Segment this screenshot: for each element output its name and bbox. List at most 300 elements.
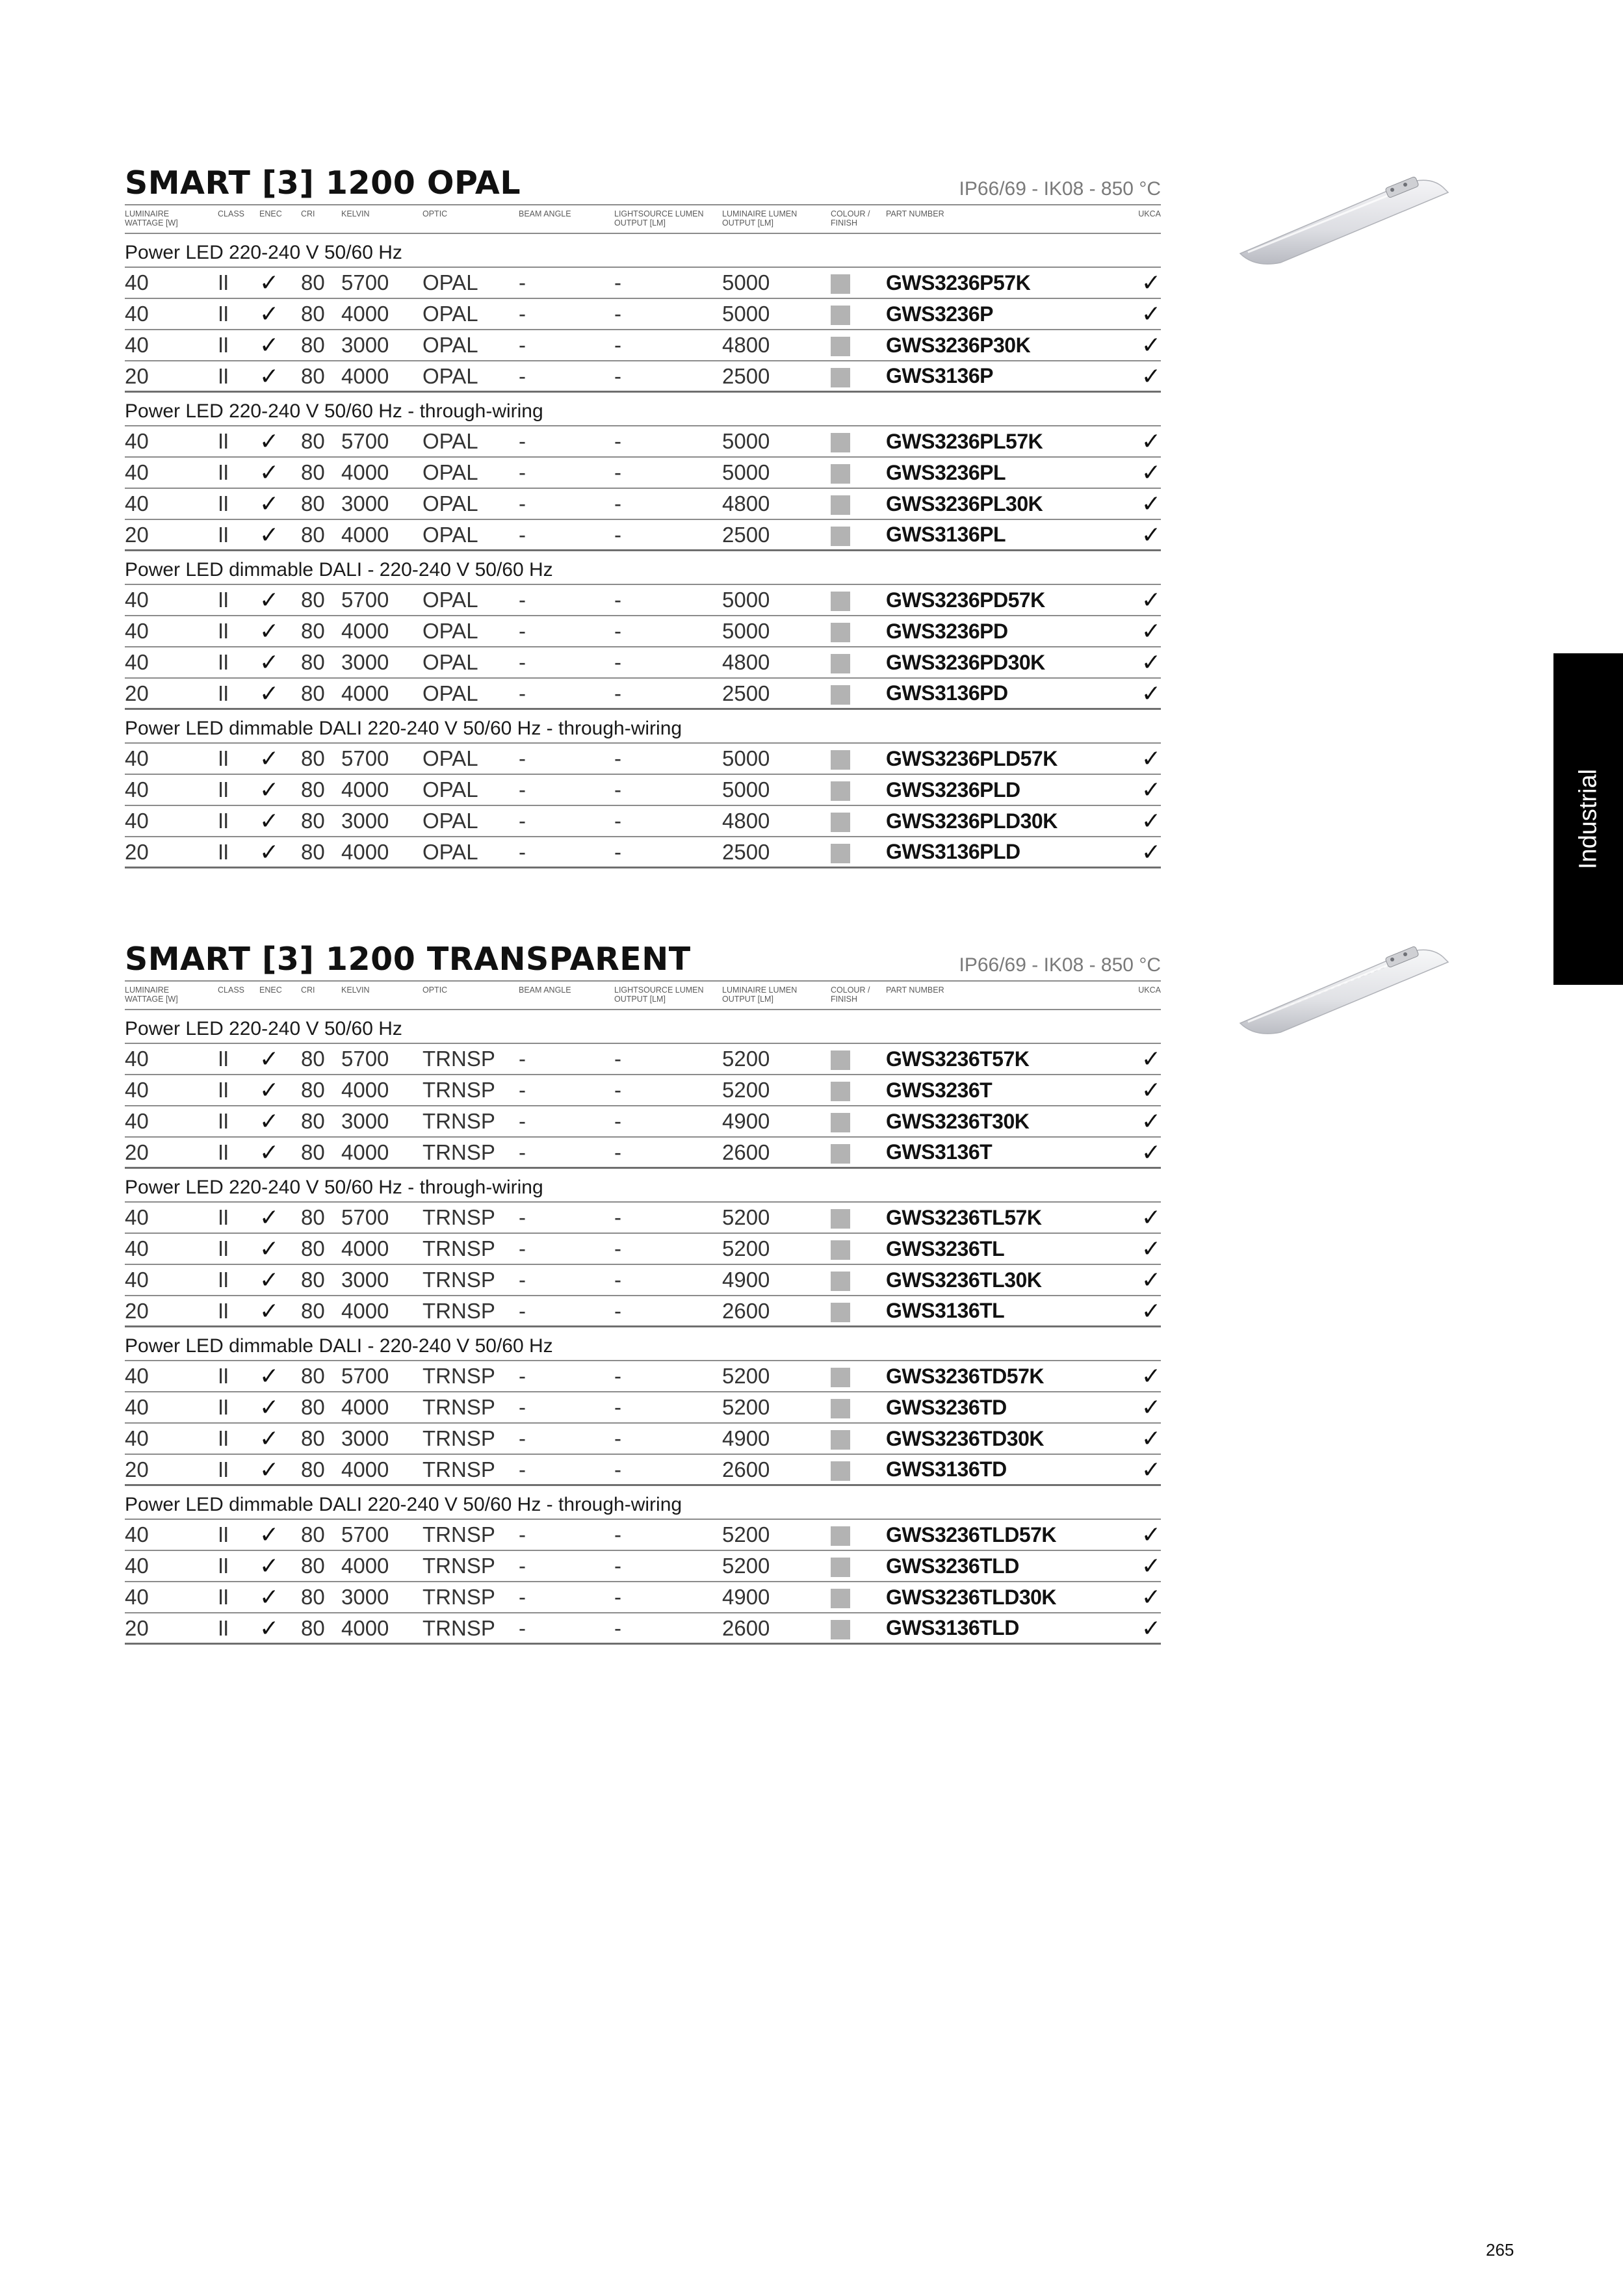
lightsource-lumen-cell: -	[614, 681, 621, 705]
wattage-cell: 40	[125, 429, 149, 453]
ukca-check-icon: ✓	[1141, 776, 1161, 803]
cri-cell: 80	[301, 1078, 325, 1102]
enec-check-icon: ✓	[259, 679, 279, 707]
cri-cell: 80	[301, 746, 325, 770]
table-row	[125, 616, 1161, 647]
class-cell: II	[218, 1554, 229, 1578]
grey-finish-swatch	[831, 495, 850, 515]
kelvin-cell: 5700	[341, 746, 389, 770]
part-number-cell: GWS3236T57K	[886, 1047, 1030, 1071]
table-row	[125, 1296, 1161, 1327]
grey-finish-swatch	[831, 368, 850, 387]
cri-cell: 80	[301, 1140, 325, 1164]
optic-cell: OPAL	[422, 809, 478, 833]
finish-swatch	[831, 650, 886, 675]
part-number-cell: GWS3236TD	[886, 1395, 1007, 1419]
lightsource-lumen-cell: -	[614, 1205, 621, 1229]
finish-swatch	[831, 746, 886, 771]
kelvin-cell: 4000	[341, 1236, 389, 1260]
lightsource-lumen-cell: -	[614, 839, 621, 864]
group-title: Power LED dimmable DALI - 220-240 V 50/60 Hz	[125, 1327, 1161, 1361]
cri-cell: 80	[301, 588, 325, 612]
cri-cell: 80	[301, 1395, 325, 1419]
optic-cell: TRNSP	[422, 1522, 495, 1546]
cri-cell: 80	[301, 1109, 325, 1133]
ukca-check-icon: ✓	[1141, 490, 1161, 517]
ukca-check-icon: ✓	[1141, 679, 1161, 707]
part-number-cell: GWS3236TL	[886, 1236, 1005, 1260]
finish-swatch	[831, 491, 886, 516]
luminaire-lumen-cell: 5000	[722, 619, 770, 643]
cri-cell: 80	[301, 1364, 325, 1388]
optic-cell: OPAL	[422, 270, 478, 294]
enec-check-icon: ✓	[259, 521, 279, 548]
cri-cell: 80	[301, 1047, 325, 1071]
wattage-cell: 40	[125, 460, 149, 484]
wattage-cell: 40	[125, 746, 149, 770]
kelvin-cell: 4000	[341, 522, 389, 547]
lightsource-lumen-cell: -	[614, 1522, 621, 1546]
luminaire-lumen-cell: 5000	[722, 429, 770, 453]
cri-cell: 80	[301, 1457, 325, 1481]
lightsource-lumen-cell: -	[614, 1140, 621, 1164]
beam-angle-cell: -	[519, 1268, 526, 1292]
wattage-cell: 20	[125, 1140, 149, 1164]
luminaire-lumen-cell: 5000	[722, 746, 770, 770]
col-header-cri: CRI	[301, 985, 315, 995]
finish-swatch	[831, 777, 886, 802]
enec-check-icon: ✓	[259, 428, 279, 454]
part-number-cell: GWS3236TLD57K	[886, 1522, 1057, 1546]
lightsource-lumen-cell: -	[614, 809, 621, 833]
kelvin-cell: 4000	[341, 1298, 389, 1323]
lightsource-lumen-cell: -	[614, 1554, 621, 1578]
optic-cell: TRNSP	[422, 1236, 495, 1260]
ukca-check-icon: ✓	[1141, 269, 1161, 296]
ukca-check-icon: ✓	[1141, 838, 1161, 865]
class-cell: II	[218, 1078, 229, 1102]
optic-cell: OPAL	[422, 460, 478, 484]
wattage-cell: 40	[125, 1109, 149, 1133]
finish-swatch	[831, 1585, 886, 1610]
table-row	[125, 1075, 1161, 1106]
lightsource-lumen-cell: -	[614, 746, 621, 770]
luminaire-lumen-cell: 2600	[722, 1140, 770, 1164]
grey-finish-swatch	[831, 337, 850, 356]
optic-cell: TRNSP	[422, 1364, 495, 1388]
part-number-cell: GWS3236P	[886, 302, 993, 326]
enec-check-icon: ✓	[259, 618, 279, 644]
optic-cell: OPAL	[422, 650, 478, 674]
col-header-luminaire-lumen: LUMINAIRE LUMEN OUTPUT [LM]	[722, 985, 798, 1004]
kelvin-cell: 4000	[341, 1395, 389, 1419]
enec-check-icon: ✓	[259, 1363, 279, 1389]
wattage-cell: 40	[125, 777, 149, 802]
part-number-cell: GWS3236TD57K	[886, 1364, 1044, 1388]
ukca-check-icon: ✓	[1141, 1045, 1161, 1072]
beam-angle-cell: -	[519, 1109, 526, 1133]
col-header-kelvin: KELVIN	[341, 985, 370, 995]
ukca-check-icon: ✓	[1141, 1584, 1161, 1610]
cri-cell: 80	[301, 333, 325, 357]
wattage-cell: 40	[125, 333, 149, 357]
ukca-check-icon: ✓	[1141, 586, 1161, 613]
section-smart-opal	[125, 164, 1161, 868]
table-row	[125, 1455, 1161, 1486]
part-number-cell: GWS3136P	[886, 364, 993, 387]
class-cell: II	[218, 1615, 229, 1640]
lightsource-lumen-cell: -	[614, 270, 621, 294]
section-title: SMART [3] 1200 TRANSPARENT	[125, 941, 691, 978]
enec-check-icon: ✓	[259, 776, 279, 803]
optic-cell: TRNSP	[422, 1140, 495, 1164]
ukca-check-icon: ✓	[1141, 1266, 1161, 1293]
grey-finish-swatch	[831, 1144, 850, 1164]
luminaire-lumen-cell: 5200	[722, 1236, 770, 1260]
class-cell: II	[218, 809, 229, 833]
class-cell: II	[218, 1457, 229, 1481]
optic-cell: TRNSP	[422, 1395, 495, 1419]
finish-swatch	[831, 333, 886, 358]
part-number-cell: GWS3236PLD30K	[886, 809, 1058, 833]
lightsource-lumen-cell: -	[614, 650, 621, 674]
col-header-optic: OPTIC	[422, 209, 448, 218]
beam-angle-cell: -	[519, 491, 526, 515]
grey-finish-swatch	[831, 1558, 850, 1577]
table-row	[125, 426, 1161, 458]
grey-finish-swatch	[831, 1240, 850, 1260]
beam-angle-cell: -	[519, 270, 526, 294]
beam-angle-cell: -	[519, 839, 526, 864]
finish-swatch	[831, 1236, 886, 1261]
grey-finish-swatch	[831, 813, 850, 832]
beam-angle-cell: -	[519, 588, 526, 612]
beam-angle-cell: -	[519, 1078, 526, 1102]
ukca-check-icon: ✓	[1141, 300, 1161, 327]
wattage-cell: 40	[125, 809, 149, 833]
luminaire-lumen-cell: 5000	[722, 588, 770, 612]
part-number-cell: GWS3236P30K	[886, 333, 1031, 357]
beam-angle-cell: -	[519, 1457, 526, 1481]
cri-cell: 80	[301, 1554, 325, 1578]
ukca-check-icon: ✓	[1141, 459, 1161, 486]
luminaire-opal-image	[1235, 170, 1456, 268]
ukca-check-icon: ✓	[1141, 428, 1161, 454]
class-cell: II	[218, 302, 229, 326]
enec-check-icon: ✓	[259, 300, 279, 327]
finish-swatch	[831, 1457, 886, 1482]
enec-check-icon: ✓	[259, 649, 279, 675]
class-cell: II	[218, 681, 229, 705]
class-cell: II	[218, 1236, 229, 1260]
col-header-luminaire-lumen: LUMINAIRE LUMEN OUTPUT [LM]	[722, 209, 798, 228]
grey-finish-swatch	[831, 1526, 850, 1546]
table-row	[125, 1203, 1161, 1234]
wattage-cell: 20	[125, 1457, 149, 1481]
luminaire-lumen-cell: 4900	[722, 1585, 770, 1609]
beam-angle-cell: -	[519, 1615, 526, 1640]
luminaire-transparent-image	[1235, 940, 1456, 1037]
luminaire-lumen-cell: 2600	[722, 1615, 770, 1640]
cri-cell: 80	[301, 302, 325, 326]
ukca-check-icon: ✓	[1141, 649, 1161, 675]
ukca-check-icon: ✓	[1141, 1297, 1161, 1324]
table-row	[125, 585, 1161, 616]
part-number-cell: GWS3236TD30K	[886, 1426, 1044, 1450]
beam-angle-cell: -	[519, 777, 526, 802]
enec-check-icon: ✓	[259, 1521, 279, 1548]
side-tab-label: Industrial	[1574, 768, 1602, 870]
lightsource-lumen-cell: -	[614, 1426, 621, 1450]
luminaire-lumen-cell: 2600	[722, 1298, 770, 1323]
lightsource-lumen-cell: -	[614, 1585, 621, 1609]
kelvin-cell: 4000	[341, 619, 389, 643]
class-cell: II	[218, 460, 229, 484]
cri-cell: 80	[301, 1268, 325, 1292]
enec-check-icon: ✓	[259, 1076, 279, 1103]
optic-cell: OPAL	[422, 839, 478, 864]
enec-check-icon: ✓	[259, 586, 279, 613]
col-header-ukca: UKCA	[1138, 985, 1161, 995]
kelvin-cell: 5700	[341, 1364, 389, 1388]
finish-swatch	[831, 429, 886, 454]
grey-finish-swatch	[831, 1082, 850, 1101]
beam-angle-cell: -	[519, 1522, 526, 1546]
wattage-cell: 40	[125, 1205, 149, 1229]
luminaire-lumen-cell: 2500	[722, 363, 770, 388]
cri-cell: 80	[301, 777, 325, 802]
cri-cell: 80	[301, 650, 325, 674]
cri-cell: 80	[301, 460, 325, 484]
beam-angle-cell: -	[519, 1205, 526, 1229]
ukca-check-icon: ✓	[1141, 1394, 1161, 1420]
table-row	[125, 1106, 1161, 1138]
part-number-cell: GWS3236TL30K	[886, 1268, 1042, 1292]
beam-angle-cell: -	[519, 681, 526, 705]
table-row	[125, 1551, 1161, 1582]
table-row	[125, 520, 1161, 551]
finish-swatch	[831, 1426, 886, 1451]
kelvin-cell: 5700	[341, 1047, 389, 1071]
class-cell: II	[218, 777, 229, 802]
beam-angle-cell: -	[519, 522, 526, 547]
kelvin-cell: 4000	[341, 1078, 389, 1102]
luminaire-lumen-cell: 4800	[722, 491, 770, 515]
kelvin-cell: 4000	[341, 363, 389, 388]
finish-swatch	[831, 1140, 886, 1165]
grey-finish-swatch	[831, 1620, 850, 1639]
beam-angle-cell: -	[519, 429, 526, 453]
ukca-check-icon: ✓	[1141, 1076, 1161, 1103]
wattage-cell: 40	[125, 1364, 149, 1388]
table-row	[125, 489, 1161, 520]
finish-swatch	[831, 588, 886, 612]
luminaire-lumen-cell: 2500	[722, 839, 770, 864]
grey-finish-swatch	[831, 685, 850, 705]
beam-angle-cell: -	[519, 809, 526, 833]
optic-cell: OPAL	[422, 777, 478, 802]
ukca-check-icon: ✓	[1141, 1455, 1161, 1483]
kelvin-cell: 3000	[341, 650, 389, 674]
luminaire-lumen-cell: 5000	[722, 302, 770, 326]
finish-swatch	[831, 1554, 886, 1578]
luminaire-lumen-cell: 5200	[722, 1205, 770, 1229]
kelvin-cell: 4000	[341, 1615, 389, 1640]
group-title: Power LED 220-240 V 50/60 Hz - through-wiring	[125, 393, 1161, 426]
table-row	[125, 1044, 1161, 1075]
beam-angle-cell: -	[519, 1364, 526, 1388]
cri-cell: 80	[301, 809, 325, 833]
enec-check-icon: ✓	[259, 1552, 279, 1579]
part-number-cell: GWS3236PD	[886, 619, 1008, 643]
class-cell: II	[218, 522, 229, 547]
luminaire-lumen-cell: 5200	[722, 1364, 770, 1388]
lightsource-lumen-cell: -	[614, 333, 621, 357]
table-row	[125, 647, 1161, 679]
part-number-cell: GWS3236PL	[886, 460, 1006, 484]
lightsource-lumen-cell: -	[614, 429, 621, 453]
kelvin-cell: 3000	[341, 1268, 389, 1292]
table-row	[125, 330, 1161, 361]
kelvin-cell: 4000	[341, 839, 389, 864]
kelvin-cell: 3000	[341, 333, 389, 357]
cri-cell: 80	[301, 1615, 325, 1640]
cri-cell: 80	[301, 839, 325, 864]
class-cell: II	[218, 839, 229, 864]
lightsource-lumen-cell: -	[614, 302, 621, 326]
grey-finish-swatch	[831, 844, 850, 863]
class-cell: II	[218, 1205, 229, 1229]
table-row	[125, 1424, 1161, 1455]
luminaire-lumen-cell: 4800	[722, 650, 770, 674]
col-header-wattage: LUMINAIRE WATTAGE [W]	[125, 209, 178, 228]
lightsource-lumen-cell: -	[614, 1047, 621, 1071]
class-cell: II	[218, 619, 229, 643]
optic-cell: OPAL	[422, 363, 478, 388]
table-row	[125, 837, 1161, 868]
optic-cell: OPAL	[422, 746, 478, 770]
part-number-cell: GWS3236TLD30K	[886, 1585, 1057, 1609]
kelvin-cell: 3000	[341, 491, 389, 515]
finish-swatch	[831, 1047, 886, 1071]
column-header-row	[125, 980, 1161, 1010]
enec-check-icon: ✓	[259, 1108, 279, 1134]
grey-finish-swatch	[831, 433, 850, 452]
col-header-part-number: PART NUMBER	[886, 209, 944, 218]
finish-swatch	[831, 809, 886, 833]
kelvin-cell: 4000	[341, 1140, 389, 1164]
group-title: Power LED 220-240 V 50/60 Hz	[125, 1010, 1161, 1044]
luminaire-lumen-cell: 5000	[722, 777, 770, 802]
ukca-check-icon: ✓	[1141, 1363, 1161, 1389]
grey-finish-swatch	[831, 1113, 850, 1132]
cri-cell: 80	[301, 681, 325, 705]
luminaire-lumen-cell: 4900	[722, 1109, 770, 1133]
section-smart-transparent	[125, 940, 1161, 1645]
cri-cell: 80	[301, 363, 325, 388]
kelvin-cell: 3000	[341, 1585, 389, 1609]
optic-cell: OPAL	[422, 619, 478, 643]
grey-finish-swatch	[831, 527, 850, 546]
kelvin-cell: 5700	[341, 588, 389, 612]
wattage-cell: 40	[125, 1585, 149, 1609]
table-row	[125, 1234, 1161, 1265]
section-header	[125, 940, 1161, 980]
class-cell: II	[218, 1109, 229, 1133]
page-number: 265	[1486, 2240, 1514, 2260]
finish-swatch	[831, 523, 886, 547]
enec-check-icon: ✓	[259, 1266, 279, 1293]
lightsource-lumen-cell: -	[614, 1457, 621, 1481]
wattage-cell: 20	[125, 839, 149, 864]
enec-check-icon: ✓	[259, 269, 279, 296]
ukca-check-icon: ✓	[1141, 618, 1161, 644]
group-list	[125, 234, 1161, 868]
grey-finish-swatch	[831, 1589, 850, 1608]
part-number-cell: GWS3236T30K	[886, 1109, 1030, 1133]
lightsource-lumen-cell: -	[614, 1078, 621, 1102]
part-number-cell: GWS3136TD	[886, 1457, 1007, 1481]
luminaire-lumen-cell: 5000	[722, 460, 770, 484]
class-cell: II	[218, 1298, 229, 1323]
table-row	[125, 775, 1161, 806]
kelvin-cell: 4000	[341, 302, 389, 326]
part-number-cell: GWS3236TLD	[886, 1554, 1019, 1578]
optic-cell: TRNSP	[422, 1268, 495, 1292]
lightsource-lumen-cell: -	[614, 363, 621, 388]
col-header-colour-finish: COLOUR / FINISH	[831, 209, 870, 228]
cri-cell: 80	[301, 429, 325, 453]
beam-angle-cell: -	[519, 746, 526, 770]
part-number-cell: GWS3236P57K	[886, 270, 1031, 294]
table-row	[125, 1520, 1161, 1551]
group-title: Power LED dimmable DALI 220-240 V 50/60 Hz - through-wiring	[125, 1486, 1161, 1520]
cri-cell: 80	[301, 1522, 325, 1546]
class-cell: II	[218, 1522, 229, 1546]
kelvin-cell: 5700	[341, 1205, 389, 1229]
enec-check-icon: ✓	[259, 490, 279, 517]
part-number-cell: GWS3136PLD	[886, 840, 1020, 863]
wattage-cell: 40	[125, 1268, 149, 1292]
optic-cell: TRNSP	[422, 1615, 495, 1640]
wattage-cell: 40	[125, 650, 149, 674]
finish-swatch	[831, 840, 886, 865]
class-cell: II	[218, 1047, 229, 1071]
ukca-check-icon: ✓	[1141, 807, 1161, 834]
col-header-colour-finish: COLOUR / FINISH	[831, 985, 870, 1004]
luminaire-lumen-cell: 4800	[722, 333, 770, 357]
wattage-cell: 40	[125, 1522, 149, 1546]
luminaire-lumen-cell: 5200	[722, 1522, 770, 1546]
grey-finish-swatch	[831, 654, 850, 673]
col-header-class: CLASS	[218, 985, 244, 995]
table-row	[125, 1392, 1161, 1424]
table-row	[125, 361, 1161, 393]
lightsource-lumen-cell: -	[614, 1615, 621, 1640]
ukca-check-icon: ✓	[1141, 1521, 1161, 1548]
grey-finish-swatch	[831, 1368, 850, 1387]
wattage-cell: 40	[125, 1426, 149, 1450]
section-title: SMART [3] 1200 OPAL	[125, 164, 521, 202]
col-header-ukca: UKCA	[1138, 209, 1161, 218]
lightsource-lumen-cell: -	[614, 1395, 621, 1419]
beam-angle-cell: -	[519, 1426, 526, 1450]
class-cell: II	[218, 270, 229, 294]
beam-angle-cell: -	[519, 460, 526, 484]
beam-angle-cell: -	[519, 302, 526, 326]
grey-finish-swatch	[831, 274, 850, 294]
table-row	[125, 1138, 1161, 1169]
